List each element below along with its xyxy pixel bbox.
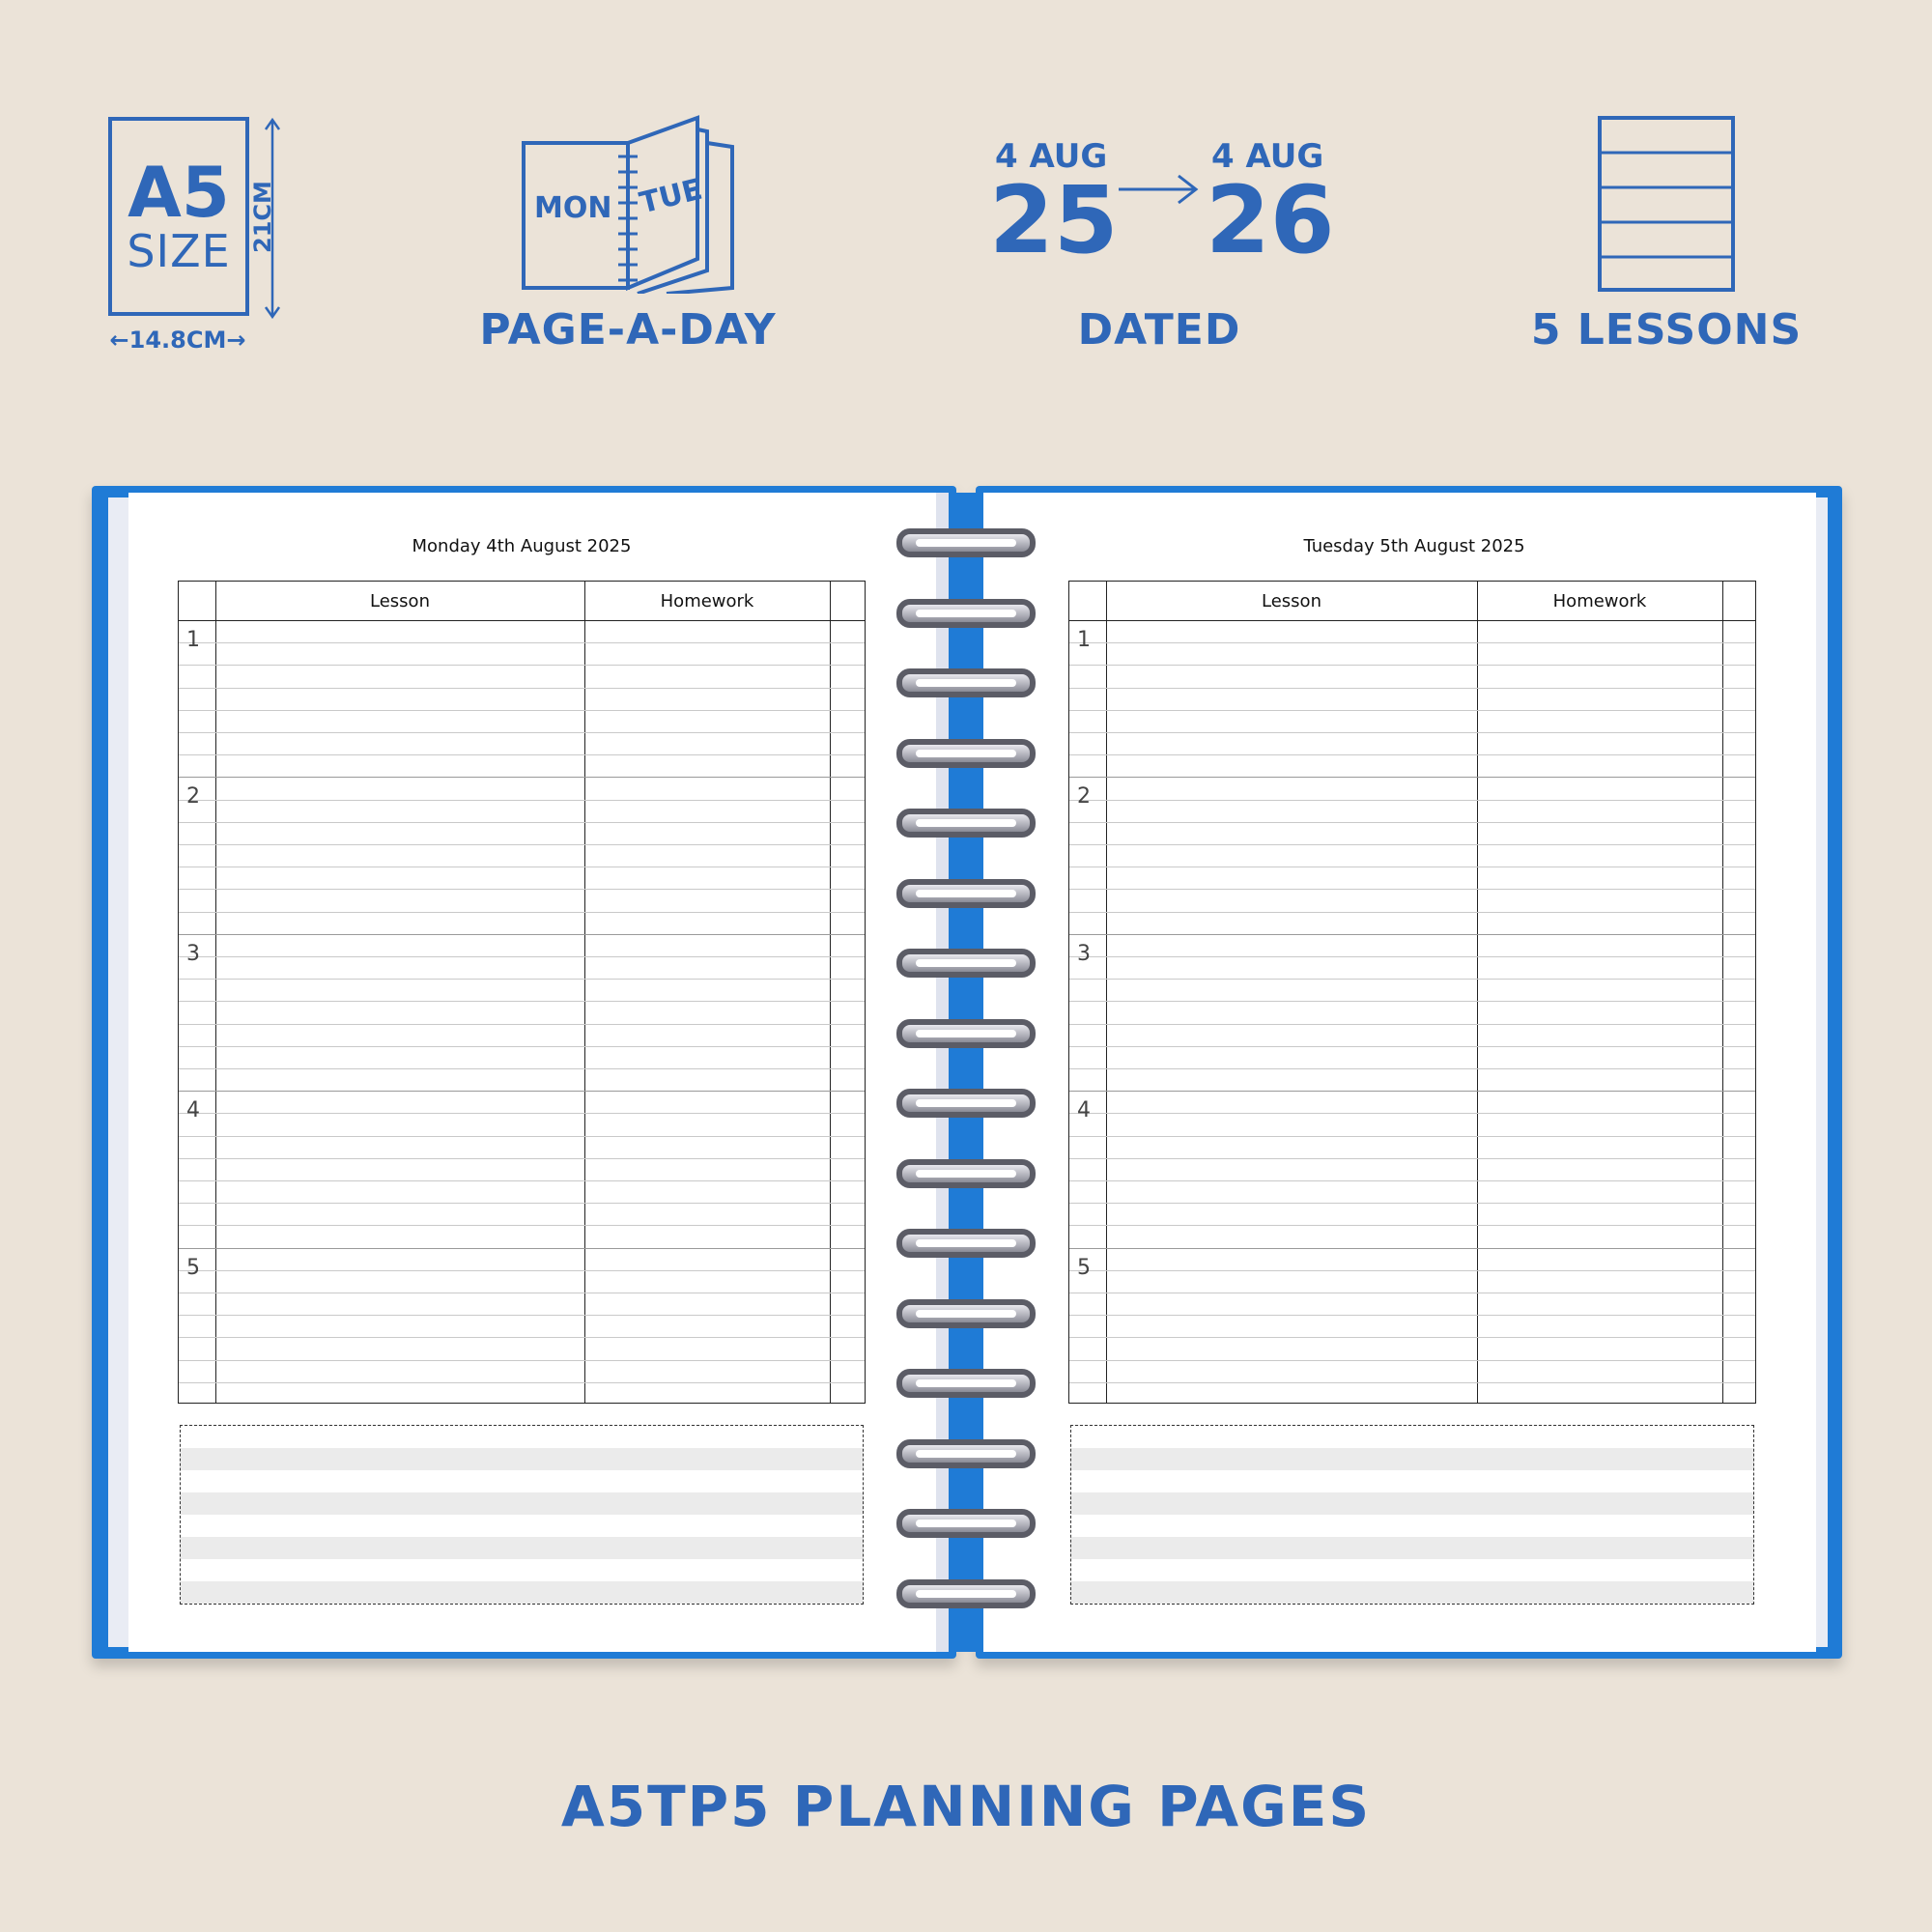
lesson-number: 3: [186, 941, 200, 966]
ruled-line: [179, 1001, 865, 1002]
spiral-ring: [896, 1369, 1036, 1398]
ruled-line: [1069, 1248, 1755, 1249]
ruled-line: [1069, 1315, 1755, 1316]
ruled-line: [179, 1360, 865, 1361]
ruled-line: [179, 1315, 865, 1316]
spiral-ring-hole: [916, 1170, 1016, 1178]
spiral-ring-hole: [916, 679, 1016, 687]
mon-label: MON: [534, 191, 612, 225]
ruled-line: [179, 822, 865, 823]
ruled-line: [1069, 1024, 1755, 1025]
ruled-line: [179, 665, 865, 666]
ruled-line: [1069, 822, 1755, 823]
ruled-line: [1069, 777, 1755, 778]
lesson-number: 2: [1077, 784, 1091, 810]
a5-size-main: A5: [128, 152, 230, 233]
lesson-number: 2: [186, 784, 200, 810]
grid-divider: [215, 582, 216, 1403]
ruled-line: [179, 1091, 865, 1092]
ruled-line: [1069, 1158, 1755, 1159]
ruled-line: [179, 1203, 865, 1204]
ruled-line: [179, 1337, 865, 1338]
ruled-line: [179, 889, 865, 890]
ruled-line: [179, 754, 865, 755]
spiral-ring: [896, 1089, 1036, 1118]
ruled-line: [1069, 1046, 1755, 1047]
spiral-ring: [896, 1509, 1036, 1538]
spiral-ring-hole: [916, 610, 1016, 617]
spiral-ring: [896, 949, 1036, 978]
lesson-number: 1: [186, 628, 200, 652]
ruled-line: [1069, 1001, 1755, 1002]
spiral-ring-hole: [916, 959, 1016, 967]
grid-divider: [830, 582, 831, 1403]
spiral-ring-hole: [916, 1030, 1016, 1037]
spiral-ring: [896, 1299, 1036, 1328]
ruled-line: [179, 1180, 865, 1181]
ruled-line: [1069, 1136, 1755, 1137]
end-month: 4 AUG: [1211, 137, 1324, 176]
homework-column-header: Homework: [660, 591, 754, 611]
spiral-ring: [896, 1439, 1036, 1468]
ruled-line: [1069, 956, 1755, 957]
ruled-line: [179, 1046, 865, 1047]
ruled-line: [179, 1136, 865, 1137]
lesson-number: 4: [186, 1098, 200, 1123]
ruled-line: [179, 1382, 865, 1383]
spiral-ring: [896, 1229, 1036, 1258]
ruled-line: [179, 1158, 865, 1159]
spiral-ring-hole: [916, 819, 1016, 827]
ruled-line: [179, 732, 865, 733]
ruled-line: [179, 800, 865, 801]
spiral-ring-hole: [916, 890, 1016, 897]
left-lesson-grid: [178, 581, 866, 1404]
lesson-column-header: Lesson: [1262, 591, 1321, 611]
spiral-ring: [896, 528, 1036, 557]
ruled-line: [1069, 1382, 1755, 1383]
spiral-ring: [896, 1159, 1036, 1188]
ruled-line: [1069, 1091, 1755, 1092]
ruled-line: [1069, 1113, 1755, 1114]
a5-size-sub: SIZE: [127, 225, 231, 277]
ruled-line: [179, 934, 865, 935]
lesson-number: 1: [1077, 628, 1091, 652]
a5-height-label: 21CM: [249, 181, 276, 254]
ruled-line: [179, 710, 865, 711]
ruled-line: [1069, 665, 1755, 666]
ruled-line: [1069, 1068, 1755, 1069]
ruled-line: [1069, 1270, 1755, 1271]
spiral-ring-hole: [916, 1099, 1016, 1107]
spiral-ring: [896, 599, 1036, 628]
tue-label: TUE: [636, 172, 706, 221]
ruled-line: [1069, 889, 1755, 890]
ruled-line: [179, 777, 865, 778]
lesson-number: 5: [1077, 1255, 1091, 1280]
ruled-line: [1069, 754, 1755, 755]
ruled-line: [179, 912, 865, 913]
spiral-ring: [896, 668, 1036, 697]
grid-divider: [1477, 582, 1478, 1403]
a5-size-icon: [108, 117, 249, 316]
lesson-number: 3: [1077, 941, 1091, 966]
lessons-label: 5 LESSONS: [1530, 305, 1803, 355]
lined-page-icon: [1598, 116, 1735, 292]
arrow-right-icon: [1117, 170, 1200, 209]
ruled-line: [1069, 1337, 1755, 1338]
ruled-line: [179, 979, 865, 980]
ruled-line: [1069, 642, 1755, 643]
ruled-line: [1069, 912, 1755, 913]
spiral-ring: [896, 739, 1036, 768]
ruled-line: [179, 1113, 865, 1114]
lesson-number: 5: [186, 1255, 200, 1280]
grid-header-line: [179, 620, 865, 621]
ruled-line: [179, 1225, 865, 1226]
spiral-ring-hole: [916, 1590, 1016, 1598]
start-month: 4 AUG: [995, 137, 1108, 176]
spine: [949, 493, 983, 1652]
ruled-line: [179, 1068, 865, 1069]
footer-title: A5TP5 PLANNING PAGES: [560, 1774, 1372, 1839]
grid-header-line: [1069, 620, 1755, 621]
spiral-ring: [896, 809, 1036, 838]
ruled-line: [179, 844, 865, 845]
left-page-date: Monday 4th August 2025: [412, 536, 632, 556]
ruled-line: [1069, 1203, 1755, 1204]
grid-divider: [1722, 582, 1723, 1403]
spiral-ring-hole: [916, 1310, 1016, 1318]
lesson-number: 4: [1077, 1098, 1091, 1123]
ruled-line: [1069, 844, 1755, 845]
ruled-line: [179, 956, 865, 957]
end-year: 26: [1206, 166, 1335, 274]
homework-column-header: Homework: [1552, 591, 1647, 611]
ruled-line: [179, 688, 865, 689]
spiral-ring: [896, 879, 1036, 908]
spiral-ring-hole: [916, 1450, 1016, 1458]
ruled-line: [1069, 934, 1755, 935]
page-a-day-label: PAGE-A-DAY: [479, 305, 777, 355]
spiral-ring-hole: [916, 750, 1016, 757]
spiral-ring: [896, 1579, 1036, 1608]
ruled-line: [1069, 710, 1755, 711]
spiral-ring-hole: [916, 1379, 1016, 1387]
ruled-line: [1069, 688, 1755, 689]
grid-divider: [1106, 582, 1107, 1403]
lesson-column-header: Lesson: [370, 591, 430, 611]
spiral-ring-hole: [916, 1239, 1016, 1247]
left-notes-box: [180, 1425, 864, 1605]
ruled-line: [1069, 979, 1755, 980]
dated-label: DATED: [1077, 305, 1241, 355]
right-page-date: Tuesday 5th August 2025: [1303, 536, 1525, 556]
ruled-line: [1069, 1180, 1755, 1181]
start-year: 25: [989, 166, 1119, 274]
a5-width-label: ←14.8CM→: [109, 327, 246, 354]
ruled-line: [1069, 1360, 1755, 1361]
ruled-line: [1069, 732, 1755, 733]
ruled-line: [1069, 800, 1755, 801]
spiral-ring-hole: [916, 539, 1016, 547]
ruled-line: [179, 1024, 865, 1025]
right-lesson-grid: [1068, 581, 1756, 1404]
spiral-ring-hole: [916, 1520, 1016, 1527]
right-notes-box: [1070, 1425, 1754, 1605]
grid-divider: [584, 582, 585, 1403]
ruled-line: [179, 642, 865, 643]
ruled-line: [179, 1270, 865, 1271]
ruled-line: [1069, 1225, 1755, 1226]
spiral-ring: [896, 1019, 1036, 1048]
ruled-line: [179, 1248, 865, 1249]
